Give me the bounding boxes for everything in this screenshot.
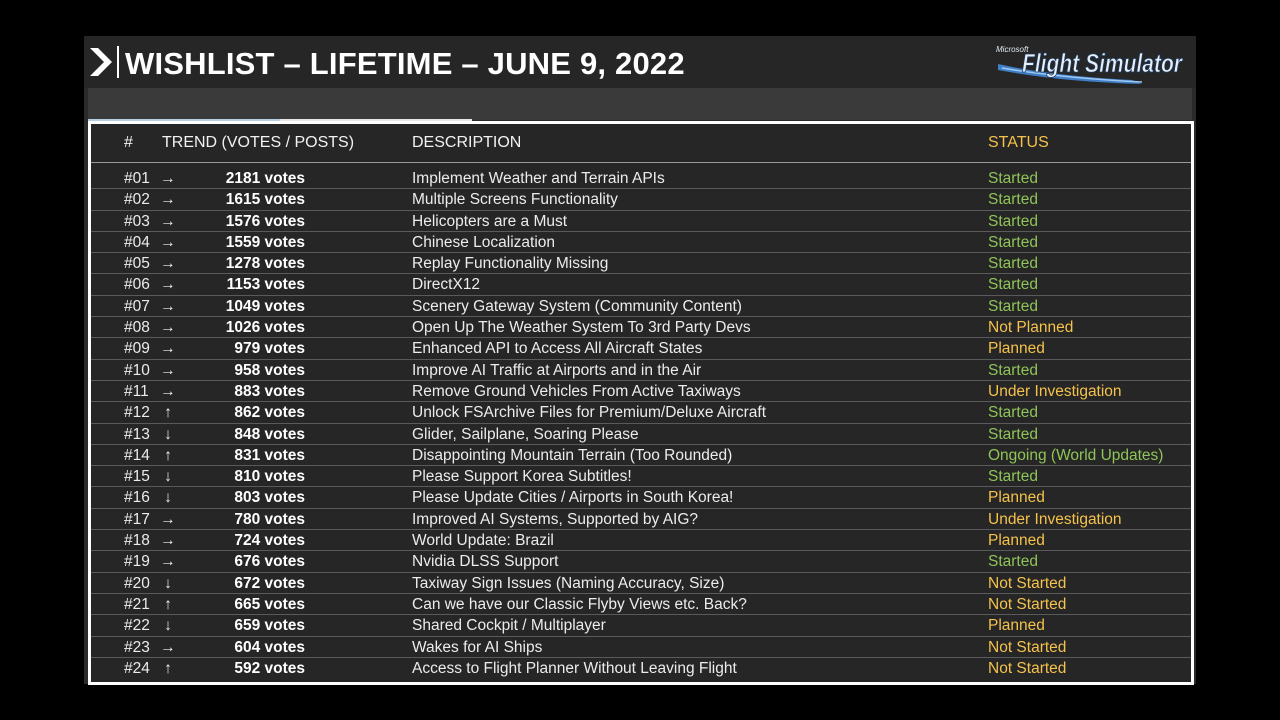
- column-header-num: #: [124, 134, 133, 151]
- table-row: [91, 402, 1191, 423]
- table-row: [91, 466, 1191, 487]
- row-number: #07: [124, 297, 150, 315]
- trend-arrow-icon: →: [160, 212, 176, 230]
- status-label: Started: [988, 276, 1038, 294]
- trend-arrow-icon: →: [160, 233, 176, 251]
- vote-count: 676 votes: [234, 553, 305, 571]
- trend-arrow-icon: ↑: [164, 595, 172, 613]
- table-row: [91, 509, 1191, 530]
- row-number: #01: [124, 170, 150, 187]
- status-label: Under Investigation: [988, 382, 1122, 400]
- status-label: Planned: [988, 489, 1045, 507]
- status-label: Started: [988, 404, 1038, 422]
- trend-arrow-icon: ↓: [164, 574, 172, 592]
- column-header-trend: TREND (VOTES / POSTS): [162, 134, 355, 151]
- trend-arrow-icon: →: [160, 382, 176, 400]
- trend-arrow-icon: ↑: [164, 404, 172, 422]
- status-label: Not Planned: [988, 319, 1074, 337]
- row-description: Unlock FSArchive Files for Premium/Deluxe Aircraft: [412, 404, 767, 422]
- vote-count: 665 votes: [234, 595, 305, 613]
- status-label: Started: [988, 212, 1038, 230]
- wishlist-table: [88, 121, 1194, 685]
- vote-count: 604 votes: [234, 638, 305, 656]
- status-label: Planned: [988, 532, 1045, 550]
- table-row: [91, 189, 1191, 210]
- table-body: [91, 168, 1191, 679]
- trend-arrow-icon: ↓: [164, 489, 172, 507]
- chevron-right-icon: [90, 48, 112, 76]
- row-number: #13: [124, 425, 150, 443]
- row-description: Helicopters are a Must: [412, 212, 568, 230]
- table-row: [91, 445, 1191, 466]
- table-row: [91, 551, 1191, 572]
- table-row: [91, 615, 1191, 636]
- status-label: Planned: [988, 617, 1045, 635]
- status-label: Started: [988, 170, 1038, 187]
- vote-count: 979 votes: [234, 340, 305, 358]
- vote-count: 958 votes: [234, 361, 305, 379]
- vote-count: 1278 votes: [225, 255, 305, 273]
- row-number: #22: [124, 617, 150, 635]
- table-row: [91, 424, 1191, 445]
- row-number: #20: [124, 574, 150, 592]
- row-description: DirectX12: [412, 276, 481, 294]
- vote-count: 1615 votes: [225, 191, 305, 209]
- status-label: Started: [988, 233, 1038, 251]
- table-row: [91, 360, 1191, 381]
- status-label: Ongoing (World Updates): [988, 446, 1164, 464]
- vote-count: 1153 votes: [226, 276, 305, 294]
- column-header-description: DESCRIPTION: [412, 134, 522, 151]
- trend-arrow-icon: →: [160, 297, 176, 315]
- row-number: #16: [124, 489, 150, 507]
- table-row: [91, 232, 1191, 253]
- column-header-status: STATUS: [988, 134, 1049, 151]
- row-description: Implement Weather and Terrain APIs: [412, 170, 665, 187]
- row-number: #11: [124, 382, 149, 400]
- vote-count: 862 votes: [234, 404, 305, 422]
- trend-arrow-icon: →: [160, 276, 176, 294]
- row-description: Disappointing Mountain Terrain (Too Rounded): [412, 446, 733, 464]
- vote-count: 2181 votes: [225, 170, 305, 187]
- row-number: #12: [124, 404, 150, 422]
- table-row: [91, 381, 1191, 402]
- table-row: [91, 317, 1191, 338]
- row-description: Glider, Sailplane, Soaring Please: [412, 425, 639, 443]
- status-label: Not Started: [988, 659, 1067, 677]
- table-row: [91, 168, 1191, 189]
- trend-arrow-icon: →: [160, 170, 176, 187]
- table-header: [91, 124, 1191, 163]
- row-description: Shared Cockpit / Multiplayer: [412, 617, 606, 635]
- status-label: Started: [988, 191, 1038, 209]
- row-number: #02: [124, 191, 150, 209]
- table-row: [91, 573, 1191, 594]
- status-label: Started: [988, 425, 1038, 443]
- row-description: Enhanced API to Access All Aircraft States: [412, 340, 703, 358]
- trend-arrow-icon: ↑: [164, 446, 172, 464]
- row-description: Remove Ground Vehicles From Active Taxiways: [412, 382, 741, 400]
- trend-arrow-icon: →: [160, 510, 176, 528]
- trend-arrow-icon: ↓: [164, 617, 172, 635]
- row-number: #17: [124, 510, 150, 528]
- row-number: #06: [124, 276, 150, 294]
- table-row: [91, 637, 1191, 658]
- trend-arrow-icon: →: [160, 361, 176, 379]
- row-description: World Update: Brazil: [412, 532, 554, 550]
- trend-arrow-icon: →: [160, 255, 176, 273]
- row-number: #09: [124, 340, 150, 358]
- table-row: [91, 594, 1191, 615]
- svg-text:Flight Simulator: Flight Simulator: [1022, 48, 1184, 78]
- row-number: #05: [124, 255, 150, 273]
- row-description: Improved AI Systems, Supported by AIG?: [412, 510, 699, 528]
- vote-count: 672 votes: [234, 574, 305, 592]
- row-number: #23: [124, 638, 150, 656]
- row-number: #19: [124, 553, 150, 571]
- row-description: Replay Functionality Missing: [412, 255, 609, 273]
- table-row: [91, 296, 1191, 317]
- trend-arrow-icon: →: [160, 340, 176, 358]
- row-description: Access to Flight Planner Without Leaving Flight: [412, 659, 737, 677]
- row-description: Scenery Gateway System (Community Content): [412, 297, 742, 315]
- status-label: Started: [988, 255, 1038, 273]
- row-number: #21: [124, 595, 150, 613]
- table-row: [91, 487, 1191, 508]
- trend-arrow-icon: ↓: [164, 425, 172, 443]
- row-description: Please Support Korea Subtitles!: [412, 468, 632, 486]
- row-description: Improve AI Traffic at Airports and in the Air: [412, 361, 702, 379]
- row-description: Please Update Cities / Airports in South Korea!: [412, 489, 734, 507]
- header-bar: [84, 36, 1196, 88]
- page-title: WISHLIST – LIFETIME – JUNE 9, 2022: [125, 46, 685, 81]
- vote-count: 810 votes: [234, 468, 305, 486]
- vote-count: 592 votes: [234, 659, 305, 677]
- trend-arrow-icon: →: [160, 532, 176, 550]
- vote-count: 1049 votes: [225, 297, 305, 315]
- vote-count: 848 votes: [234, 425, 305, 443]
- row-number: #04: [124, 233, 150, 251]
- status-label: Under Investigation: [988, 510, 1122, 528]
- trend-arrow-icon: →: [160, 553, 176, 571]
- table-row: [91, 338, 1191, 359]
- table-row: [91, 274, 1191, 295]
- row-number: #10: [124, 361, 150, 379]
- status-label: Planned: [988, 340, 1045, 358]
- subheader-bar: [88, 88, 1192, 120]
- vote-count: 724 votes: [234, 532, 305, 550]
- title-divider: [117, 46, 119, 78]
- svg-text:Microsoft: Microsoft: [996, 45, 1029, 54]
- trend-arrow-icon: →: [160, 191, 176, 209]
- row-description: Wakes for AI Ships: [412, 638, 543, 656]
- status-label: Not Started: [988, 574, 1067, 592]
- vote-count: 659 votes: [234, 617, 305, 635]
- trend-arrow-icon: ↑: [164, 659, 172, 677]
- slide-frame: [84, 36, 1196, 684]
- vote-count: 831 votes: [234, 446, 305, 464]
- status-label: Started: [988, 297, 1038, 315]
- row-number: #03: [124, 212, 150, 230]
- row-description: Nvidia DLSS Support: [412, 553, 559, 571]
- row-description: Multiple Screens Functionality: [412, 191, 618, 209]
- row-number: #14: [124, 446, 150, 464]
- table-row: [91, 253, 1191, 274]
- status-label: Started: [988, 553, 1038, 571]
- trend-arrow-icon: →: [160, 319, 176, 337]
- row-number: #18: [124, 532, 150, 550]
- trend-arrow-icon: →: [160, 638, 176, 656]
- vote-count: 883 votes: [234, 382, 305, 400]
- vote-count: 1576 votes: [225, 212, 305, 230]
- row-number: #08: [124, 319, 150, 337]
- vote-count: 1559 votes: [225, 233, 305, 251]
- status-label: Started: [988, 468, 1038, 486]
- row-description: Can we have our Classic Flyby Views etc. Back?: [412, 595, 747, 613]
- table-row: [91, 530, 1191, 551]
- table-row: [91, 211, 1191, 232]
- vote-count: 803 votes: [234, 489, 305, 507]
- table-row: [91, 658, 1191, 679]
- vote-count: 1026 votes: [225, 319, 305, 337]
- flight-simulator-logo: [992, 40, 1188, 86]
- row-number: #15: [124, 468, 150, 486]
- status-label: Not Started: [988, 595, 1067, 613]
- row-description: Taxiway Sign Issues (Naming Accuracy, Size): [412, 574, 725, 592]
- status-label: Not Started: [988, 638, 1067, 656]
- row-number: #24: [124, 659, 150, 677]
- row-description: Open Up The Weather System To 3rd Party Devs: [412, 319, 751, 337]
- vote-count: 780 votes: [234, 510, 305, 528]
- trend-arrow-icon: ↓: [164, 468, 172, 486]
- row-description: Chinese Localization: [412, 233, 556, 251]
- status-label: Started: [988, 361, 1038, 379]
